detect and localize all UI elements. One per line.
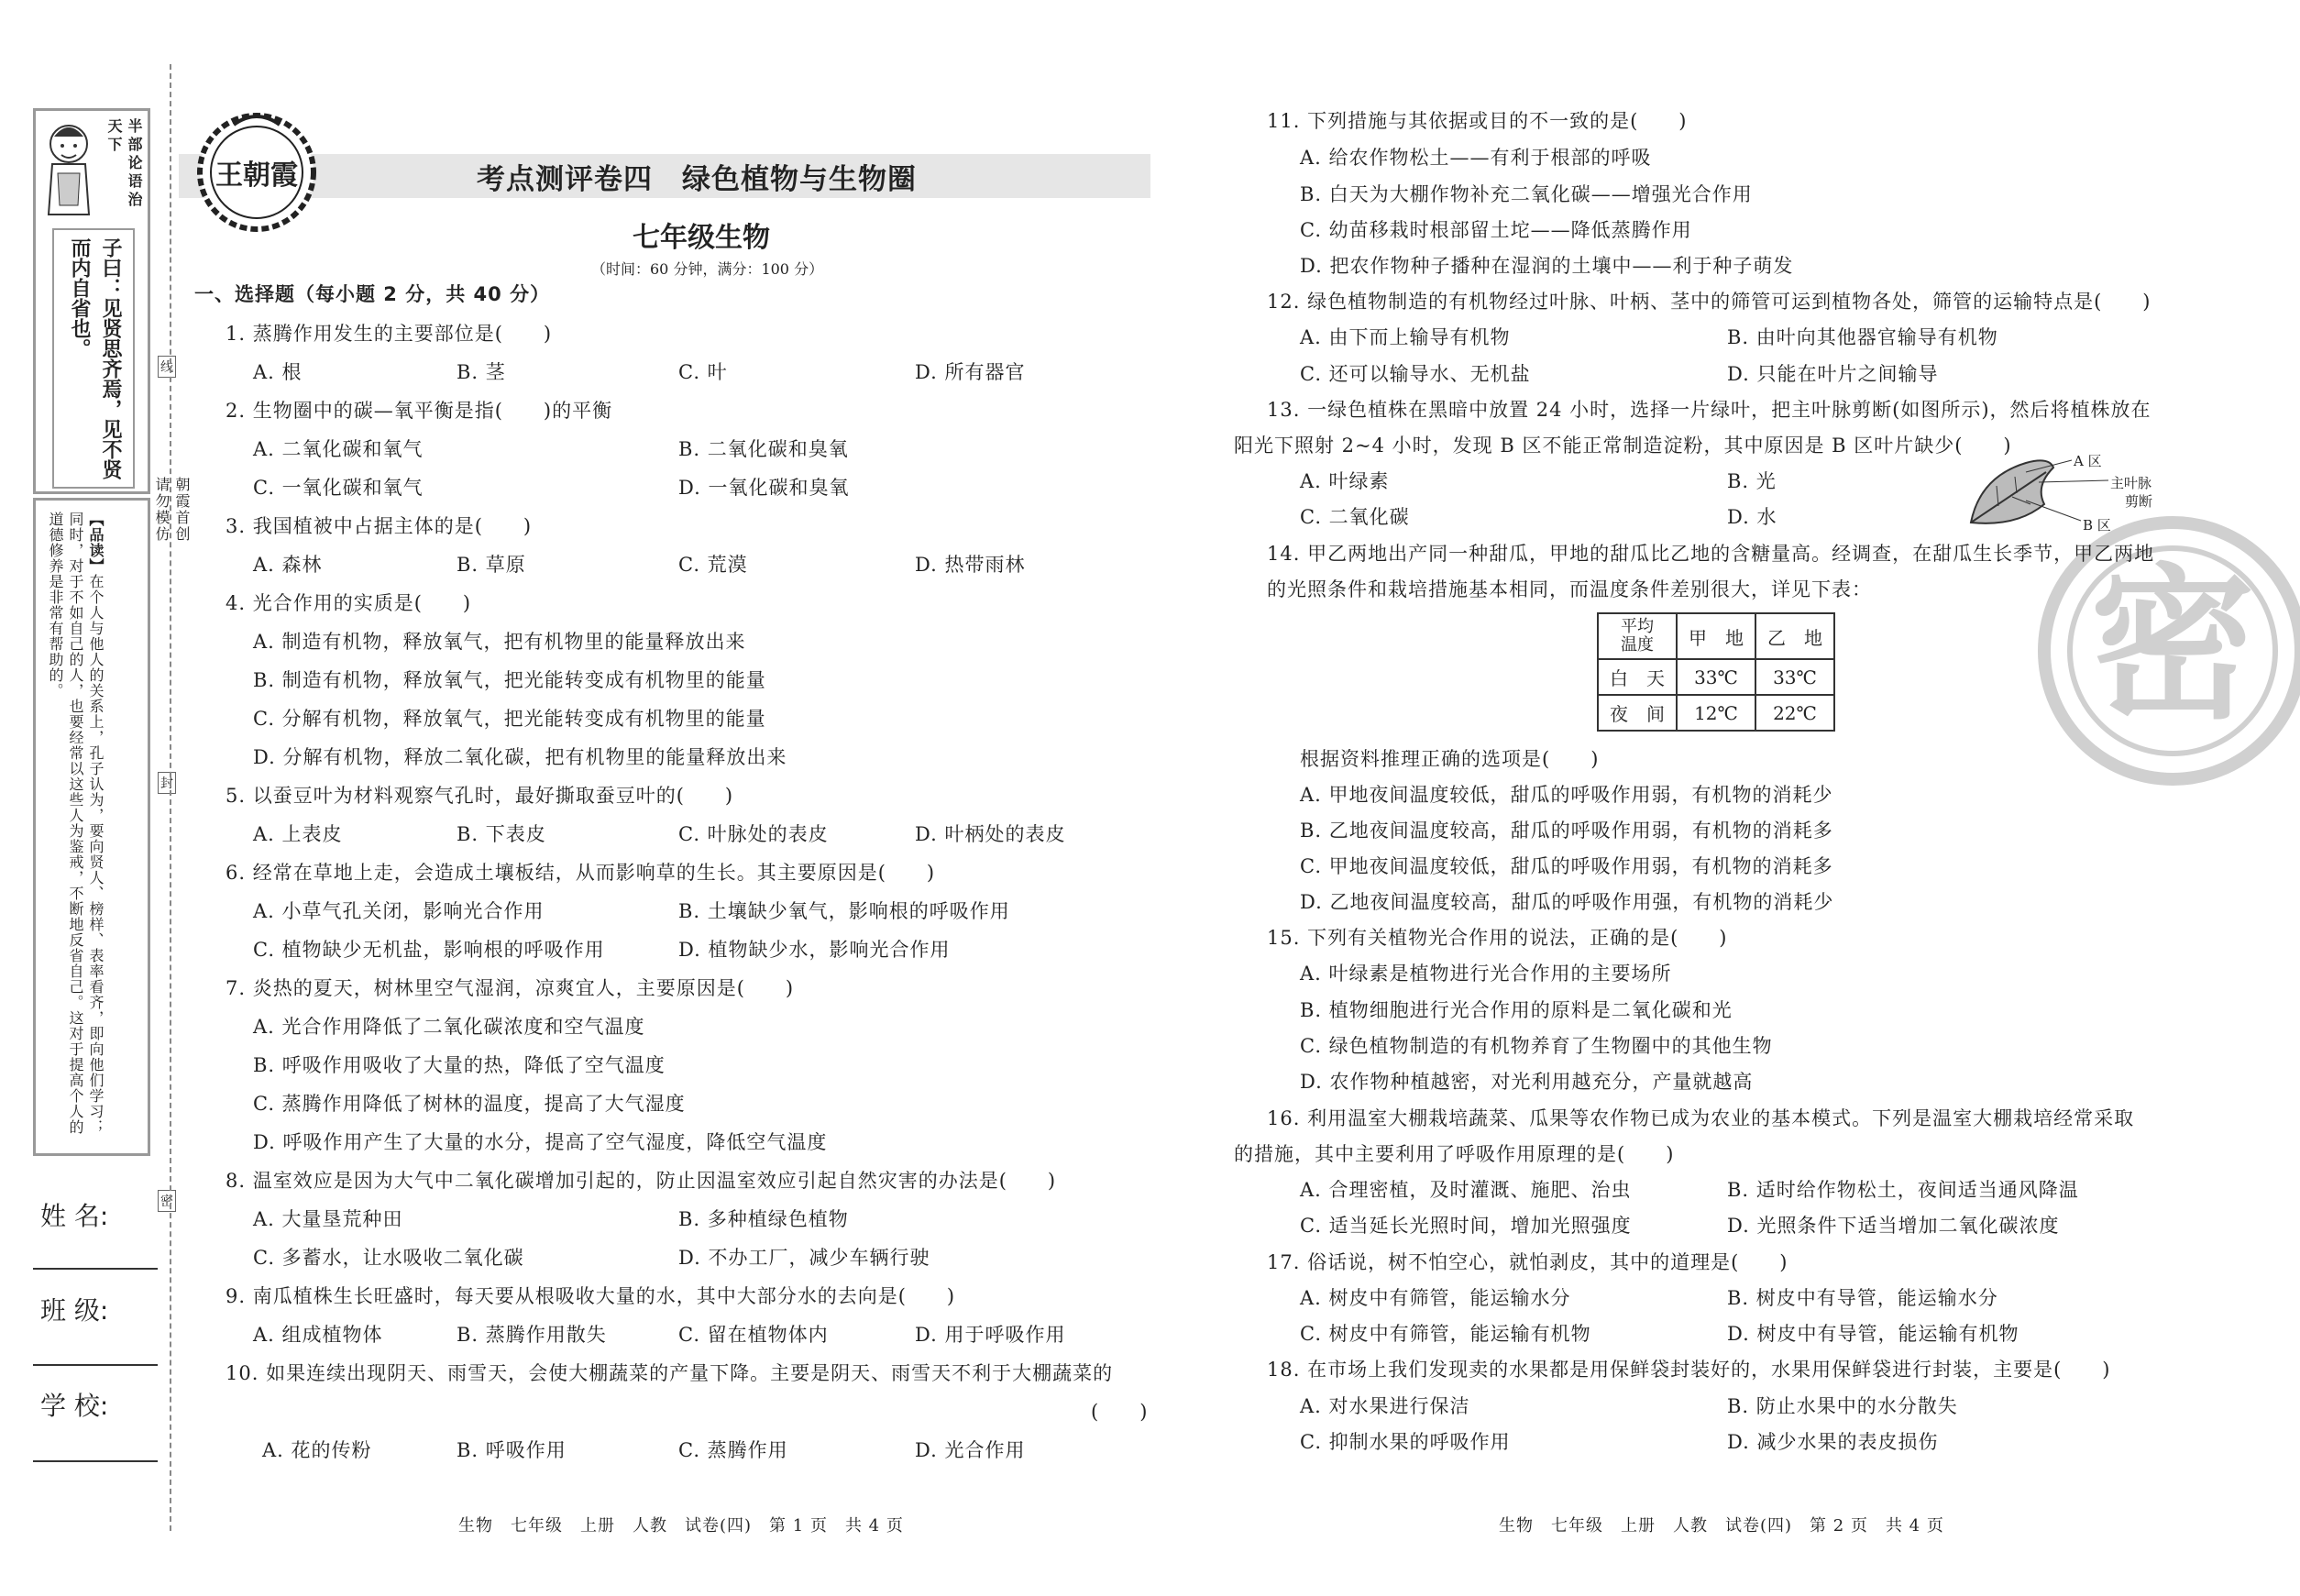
q12-option-c[interactable]: C. 还可以输导水、无机盐	[1300, 363, 1531, 385]
q9-option-b[interactable]: B. 蒸腾作用散失	[457, 1324, 607, 1346]
question-10: 10. 如果连续出现阴天、雨雪天，会使大棚蔬菜的产量下降。主要是阴天、雨雪天不利于大棚蔬菜的	[226, 1362, 1114, 1384]
q13-option-c[interactable]: C. 二氧化碳	[1300, 506, 1410, 528]
q11-option-d[interactable]: D. 把农作物种子播种在湿润的土壤中——利于种子萌发	[1300, 255, 1794, 277]
q7-option-b[interactable]: B. 呼吸作用吸收了大量的热，降低了空气温度	[253, 1054, 666, 1076]
section-heading: 一、选择题（每小题 2 分，共 40 分）	[194, 283, 551, 305]
q15-option-b[interactable]: B. 植物细胞进行光合作用的原料是二氧化碳和光	[1300, 999, 1733, 1021]
logo: 王朝霞	[188, 108, 325, 237]
q7-option-a[interactable]: A. 光合作用降低了二氧化碳浓度和空气温度	[253, 1016, 645, 1038]
q10-option-a[interactable]: A. 花的传粉	[262, 1439, 372, 1461]
temperature-table	[1597, 612, 1835, 732]
question-10-bracket: ( )	[1091, 1401, 1149, 1423]
q18-option-c[interactable]: C. 抑制水果的呼吸作用	[1300, 1431, 1511, 1453]
q9-option-c[interactable]: C. 留在植物体内	[678, 1324, 829, 1346]
question-4: 4. 光合作用的实质是( )	[226, 592, 472, 614]
q17-option-c[interactable]: C. 树皮中有筛管，能运输有机物	[1300, 1323, 1591, 1345]
q14-option-b[interactable]: B. 乙地夜间温度较高，甜瓜的呼吸作用弱，有机物的消耗多	[1300, 820, 1833, 842]
watermark: 密	[2026, 513, 2300, 788]
q8-option-d[interactable]: D. 不办工厂，减少车辆行驶	[678, 1247, 930, 1269]
school-label: 学 校:	[40, 1391, 109, 1421]
question-9: 9. 南瓜植株生长旺盛时，每天要从根吸收大量的水，其中大部分水的去向是( )	[226, 1285, 956, 1307]
cut-line-mark-3: 密	[158, 1190, 176, 1212]
q4-option-a[interactable]: A. 制造有机物，释放氧气，把有机物里的能量释放出来	[253, 631, 746, 653]
q5-option-b[interactable]: B. 下表皮	[457, 823, 546, 845]
q2-option-b[interactable]: B. 二氧化碳和臭氧	[678, 438, 849, 460]
question-17: 17. 俗话说，树不怕空心，就怕剥皮，其中的道理是( )	[1267, 1251, 1788, 1273]
cut-line	[170, 64, 171, 1531]
sidebar-pindu-box	[33, 498, 150, 1156]
q1-option-a[interactable]: A. 根	[253, 361, 303, 383]
question-2: 2. 生物圈中的碳—氧平衡是指( )的平衡	[226, 400, 613, 422]
leaf-figure: A 区 主叶脉 剪断 B 区	[1962, 449, 2182, 536]
question-12: 12. 绿色植物制造的有机物经过叶脉、叶柄、茎中的筛管可运到植物各处，筛管的运输特点是( )	[1267, 291, 2151, 313]
q6-option-c[interactable]: C. 植物缺少无机盐，影响根的呼吸作用	[253, 939, 605, 961]
q5-option-d[interactable]: D. 叶柄处的表皮	[915, 823, 1066, 845]
table-corner: 平均 温度	[1598, 613, 1677, 659]
q14-option-d[interactable]: D. 乙地夜间温度较高，甜瓜的呼吸作用强，有机物的消耗少	[1300, 891, 1834, 913]
q16-option-b[interactable]: B. 适时给作物松土，夜间适当通风降温	[1727, 1179, 2079, 1201]
name-line[interactable]	[33, 1268, 158, 1270]
q8-option-c[interactable]: C. 多蓄水，让水吸收二氧化碳	[253, 1247, 524, 1269]
pindu-text: 【品读】在个人与他人的关系上，孔子认为，要向贤人、榜样、表率看齐，即向他们学习；同时，对于不如自己的人，也要经常以这些人为鉴戒，不断地反省自己。这对于提高个人的道德修养是非常有帮助的。	[47, 512, 105, 1135]
q11-option-c[interactable]: C. 幼苗移栽时根部留土坨——降低蒸腾作用	[1300, 219, 1692, 241]
question-11: 11. 下列措施与其依据或目的不一致的是( )	[1267, 110, 1688, 132]
question-3: 3. 我国植被中占据主体的是( )	[226, 515, 533, 537]
cut-line-mark-1: 线	[158, 356, 176, 378]
q8-option-b[interactable]: B. 多种植绿色植物	[678, 1208, 849, 1230]
question-8: 8. 温室效应是因为大气中二氧化碳增加引起的，防止因温室效应引起自然灾害的办法是( )	[226, 1170, 1057, 1192]
q14-option-c[interactable]: C. 甲地夜间温度较低，甜瓜的呼吸作用弱，有机物的消耗多	[1300, 855, 1833, 877]
class-label: 班 级:	[40, 1295, 109, 1326]
q17-option-d[interactable]: D. 树皮中有导管，能运输有机物	[1727, 1323, 2019, 1345]
q7-option-d[interactable]: D. 呼吸作用产生了大量的水分，提高了空气湿度，降低空气温度	[253, 1131, 828, 1153]
q3-option-a[interactable]: A. 森林	[253, 554, 323, 576]
q15-option-c[interactable]: C. 绿色植物制造的有机物养育了生物圈中的其他生物	[1300, 1035, 1773, 1057]
q2-option-a[interactable]: A. 二氧化碳和氧气	[253, 438, 424, 460]
table-header: 乙 地	[1755, 613, 1834, 659]
q15-option-d[interactable]: D. 农作物种植越密，对光利用越充分，产量就越高	[1300, 1071, 1754, 1093]
q5-option-c[interactable]: C. 叶脉处的表皮	[678, 823, 829, 845]
q4-option-c[interactable]: C. 分解有机物，释放氧气，把光能转变成有机物里的能量	[253, 708, 766, 730]
name-label: 姓 名:	[40, 1201, 109, 1231]
q8-option-a[interactable]: A. 大量垦荒种田	[253, 1208, 403, 1230]
table-row: 夜 间 12℃ 22℃	[1598, 695, 1834, 731]
q3-option-b[interactable]: B. 草原	[457, 554, 526, 576]
q17-option-b[interactable]: B. 树皮中有导管，能运输水分	[1727, 1287, 1998, 1309]
question-13: 13. 一绿色植株在黑暗中放置 24 小时，选择一片绿叶，把主叶脉剪断(如图所示)，然后将植株放在	[1267, 399, 2151, 421]
question-7: 7. 炎热的夏天，树林里空气湿润，凉爽宜人，主要原因是( )	[226, 977, 795, 999]
q12-option-d[interactable]: D. 只能在叶片之间输导	[1727, 363, 1939, 385]
q3-option-d[interactable]: D. 热带雨林	[915, 554, 1026, 576]
motto-chars: 半部论语治天下	[105, 118, 143, 210]
q9-option-a[interactable]: A. 组成植物体	[253, 1324, 383, 1346]
q4-option-b[interactable]: B. 制造有机物，释放氧气，把光能转变成有机物里的能量	[253, 669, 766, 691]
page-title: 考点测评卷四 绿色植物与生物圈	[477, 163, 917, 196]
table-row: 白 天 33℃ 33℃	[1598, 659, 1834, 695]
q9-option-d[interactable]: D. 用于呼吸作用	[915, 1324, 1066, 1346]
table-header: 甲 地	[1677, 613, 1755, 659]
q6-option-a[interactable]: A. 小草气孔关闭，影响光合作用	[253, 900, 545, 922]
q16-option-c[interactable]: C. 适当延长光照时间，增加光照强度	[1300, 1215, 1632, 1237]
question-5: 5. 以蚕豆叶为材料观察气孔时，最好撕取蚕豆叶的( )	[226, 785, 734, 807]
q7-option-c[interactable]: C. 蒸腾作用降低了树林的温度，提高了大气湿度	[253, 1093, 686, 1115]
q6-option-b[interactable]: B. 土壤缺少氧气，影响根的呼吸作用	[678, 900, 1010, 922]
question-1: 1. 蒸腾作用发生的主要部位是( )	[226, 323, 553, 345]
time-note: （时间：60 分钟，满分：100 分）	[591, 260, 824, 278]
q11-option-a[interactable]: A. 给农作物松土——有利于根部的呼吸	[1300, 147, 1652, 169]
page-subtitle: 七年级生物	[633, 222, 770, 254]
q16-option-a[interactable]: A. 合理密植，及时灌溉、施肥、治虫	[1300, 1179, 1632, 1201]
question-14-line2: 的光照条件和栽培措施基本相同，而温度条件差别很大，详见下表：	[1267, 578, 1872, 600]
q13-option-a[interactable]: A. 叶绿素	[1300, 470, 1390, 492]
q12-option-b[interactable]: B. 由叶向其他器官输导有机物	[1727, 326, 1998, 348]
copyright-note: 朝霞首创 请勿模仿	[153, 477, 191, 543]
question-15: 15. 下列有关植物光合作用的说法，正确的是( )	[1267, 927, 1728, 949]
q18-option-a[interactable]: A. 对水果进行保洁	[1300, 1395, 1470, 1417]
question-13-line2: 阳光下照射 2~4 小时，发现 B 区不能正常制造淀粉，其中原因是 B 区叶片缺少( )	[1234, 435, 2012, 457]
q18-option-b[interactable]: B. 防止水果中的水分散失	[1727, 1395, 1958, 1417]
q2-option-c[interactable]: C. 一氧化碳和氧气	[253, 477, 424, 499]
footer-right: 生物 七年级 上册 人教 试卷(四) 第 2 页 共 4 页	[1499, 1516, 1944, 1535]
q10-option-c[interactable]: C. 蒸腾作用	[678, 1439, 788, 1461]
cut-line-mark-2: 封	[158, 772, 176, 794]
pindu-title: 【品读】	[87, 512, 105, 574]
q2-option-d[interactable]: D. 一氧化碳和臭氧	[678, 477, 850, 499]
q13-option-d[interactable]: D. 水	[1727, 506, 1777, 528]
q4-option-d[interactable]: D. 分解有机物，释放二氧化碳，把有机物里的能量释放出来	[253, 746, 787, 768]
school-line[interactable]	[33, 1460, 158, 1462]
q6-option-d[interactable]: D. 植物缺少水，影响光合作用	[678, 939, 951, 961]
q12-option-a[interactable]: A. 由下而上输导有机物	[1300, 326, 1511, 348]
q18-option-d[interactable]: D. 减少水果的表皮损伤	[1727, 1431, 1939, 1453]
question-14-line3: 根据资料推理正确的选项是( )	[1300, 748, 1600, 770]
q10-option-b[interactable]: B. 呼吸作用	[457, 1439, 567, 1461]
question-16-line2: 的措施，其中主要利用了呼吸作用原理的是( )	[1234, 1143, 1675, 1165]
q11-option-b[interactable]: B. 白天为大棚作物补充二氧化碳——增强光合作用	[1300, 183, 1753, 205]
confucius-quote: 子曰：见贤思齐焉，见不贤而内自省也。	[68, 237, 122, 479]
q17-option-a[interactable]: A. 树皮中有筛管，能运输水分	[1300, 1287, 1571, 1309]
q1-option-b[interactable]: B. 茎	[457, 361, 506, 383]
q10-option-d[interactable]: D. 光合作用	[915, 1439, 1026, 1461]
q3-option-c[interactable]: C. 荒漠	[678, 554, 748, 576]
q1-option-c[interactable]: C. 叶	[678, 361, 728, 383]
question-14: 14. 甲乙两地出产同一种甜瓜，甲地的甜瓜比乙地的含糖量高。经调查，在甜瓜生长季节，甲乙两地	[1267, 543, 2155, 565]
cartoon-icon	[41, 118, 96, 219]
q15-option-a[interactable]: A. 叶绿素是植物进行光合作用的主要场所	[1300, 963, 1672, 985]
question-18: 18. 在市场上我们发现卖的水果都是用保鲜袋封装好的，水果用保鲜袋进行封装，主要是( )	[1267, 1359, 2111, 1381]
q13-option-b[interactable]: B. 光	[1727, 470, 1777, 492]
class-line[interactable]	[33, 1364, 158, 1366]
q14-option-a[interactable]: A. 甲地夜间温度较低，甜瓜的呼吸作用弱，有机物的消耗少	[1300, 784, 1833, 806]
question-6: 6. 经常在草地上走，会造成土壤板结，从而影响草的生长。其主要原因是( )	[226, 862, 936, 884]
question-16: 16. 利用温室大棚栽培蔬菜、瓜果等农作物已成为农业的基本模式。下列是温室大棚栽培经常采取	[1267, 1107, 2135, 1129]
q16-option-d[interactable]: D. 光照条件下适当增加二氧化碳浓度	[1727, 1215, 2060, 1237]
footer-left: 生物 七年级 上册 人教 试卷(四) 第 1 页 共 4 页	[458, 1516, 904, 1535]
q5-option-a[interactable]: A. 上表皮	[253, 823, 343, 845]
sidebar-motto-box	[33, 108, 150, 494]
q1-option-d[interactable]: D. 所有器官	[915, 361, 1026, 383]
